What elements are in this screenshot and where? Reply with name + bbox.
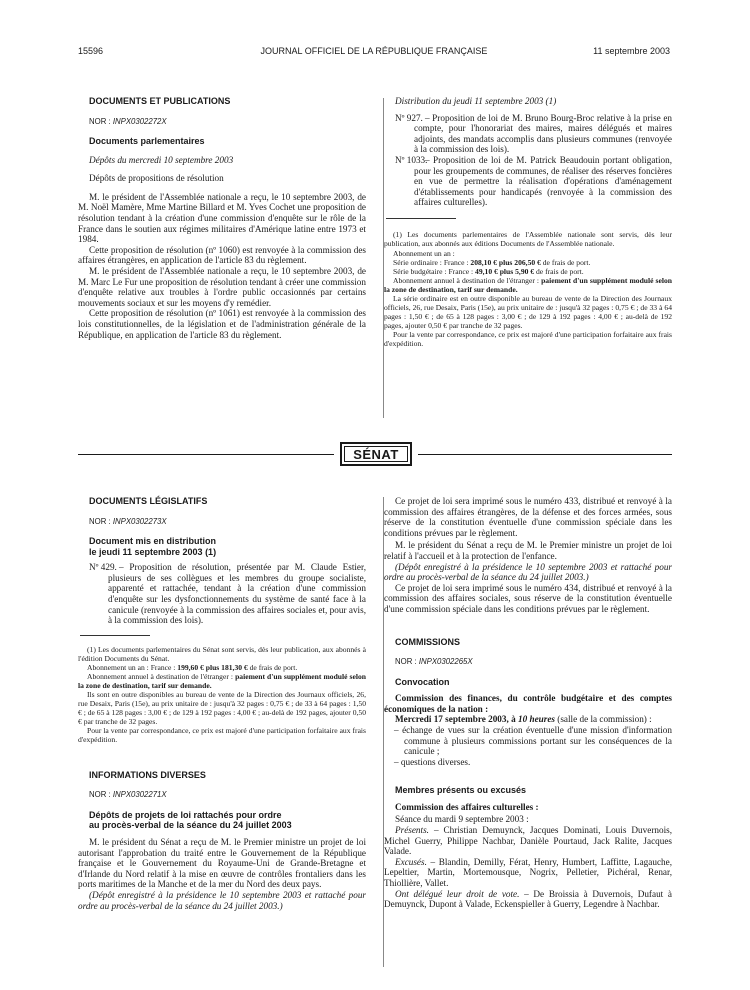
paragraph: Cette proposition de résolution (nº 1061) est renvoyée à la commission des lois constitutionnelles, de la législation et de l'administration générale de la République, en application de l'article 83 du règlement. xyxy=(78,308,366,340)
issue-date: 11 septembre 2003 xyxy=(593,46,670,56)
distribution-heading: Distribution du jeudi 11 septembre 2003 (1) xyxy=(395,96,557,106)
section-title-commissions: COMMISSIONS xyxy=(395,636,461,647)
page-number: 15596 xyxy=(78,46,104,56)
agenda-item: – échange de vues sur la création éventuelle d'une mission d'information commune à plusieurs commissions portant sur les conséquences de la canicule ; xyxy=(394,725,672,757)
subtitle-line: Dépôts de projets de loi rattachés pour ordre xyxy=(89,809,282,820)
paragraph: M. le président du Sénat a reçu de M. le Premier ministre un projet de loi relatif à l'accueil et à la protection de l'enfance. xyxy=(384,540,672,561)
document-item: Nº 927. – Proposition de loi de M. Bruno Bourg-Broc relative à la prise en compte, pour l'honorariat des maires, maires délégués et maires adjoints, des mandats accomplis dans plusieurs communes (renvoyée à la commission des lois). xyxy=(395,112,672,155)
an-left-column xyxy=(78,96,366,340)
senat-left-column xyxy=(78,496,366,911)
members-heading: Membres présents ou excusés xyxy=(395,785,527,796)
footnote-rule xyxy=(80,635,150,636)
commission-name: Commission des finances, du contrôle budgétaire et des comptes économiques de la nation : xyxy=(384,693,672,714)
footnote-rule xyxy=(386,218,456,219)
agenda-item: – questions diverses. xyxy=(394,756,471,767)
section-title-informations-diverses: INFORMATIONS DIVERSES xyxy=(89,769,206,780)
paragraph: Cette proposition de résolution (nº 1060) est renvoyée à la commission des affaires étrangères, en application de l'article 83 du règlement. xyxy=(78,244,366,266)
running-header xyxy=(78,46,670,60)
subtitle-documents-parlementaires: Documents parlementaires xyxy=(89,136,205,147)
excused-list: Excusés. – Blandin, Demilly, Férat, Henry, Humbert, Laffitte, Lagauche, Lepeltier, Martin, Mortemousque, Nogrix, Pelletier, Pichéral, Renar, Thiollière, Vallet. xyxy=(384,856,672,889)
journal-title: JOURNAL OFFICIEL DE LA RÉPUBLIQUE FRANÇAISE xyxy=(260,46,488,56)
subtitle-line: Document mis en distribution xyxy=(89,536,217,547)
banner-rule-right xyxy=(418,454,672,455)
banner-rule-left xyxy=(78,454,334,455)
an-right-column xyxy=(384,96,672,348)
paragraph: (Dépôt enregistré à la présidence le 10 septembre 2003 et rattaché pour ordre au procès-verbal de la séance du 24 juillet 2003.) xyxy=(384,561,672,583)
paragraph: M. le président de l'Assemblée nationale a reçu, le 10 septembre 2003, de M. Marc Le Fur une proposition de résolution tendant à créer une commission d'enquête relative aux troubles à l'ordre public occasionnés par certains mouvements sociaux et sur les moyens d'y remédier. xyxy=(78,266,366,308)
senat-right-column xyxy=(384,496,672,910)
subtitle-line: au procès-verbal de la séance du 24 juillet 2003 xyxy=(89,820,292,831)
nor-reference: NOR : INPX0302272X xyxy=(89,116,167,126)
section-title-documents-publications: DOCUMENTS ET PUBLICATIONS xyxy=(89,96,231,106)
footnote: (1) Les documents parlementaires de l'Assemblée nationale sont servis, dès leur publication, aux abonnés aux éditions Documents de l'Assemblée nationale. Abonnement un an : Série ordinaire : France : 208,10 € plus 206,50 € de frais de port. Série budgétaire : France : 49,10 € plus 5,90 € de frais de port. Abonnement annuel à destination de l'étranger : paiement d'un supplément modulé selon la zone de destination, tarif sur demande. La série ordinaire est en outre disponible au bureau de vente de la Direction des Journaux officiels, 26, rue Desaix, Paris (15e), au prix unitaire de : jusqu'à 32 pages : 0,75 € ; de 33 à 64 pages : 1,50 € ; de 65 à 128 pages : 3,00 € ; de 129 à 192 pages : 4,00 € ; au-delà de 192 pages, ajouter 0,50 € par tranche de 32 pages. Pour la vente par correspondance, ce prix est majoré d'une participation forfaitaire aux frais d'expédition. xyxy=(384,229,672,348)
paragraph: Ce projet de loi sera imprimé sous le numéro 434, distribué et renvoyé à la commission des affaires sociales, sous réserve de la constitution éventuelle d'une commission spéciale dans les conditions prévues par le règlement. xyxy=(384,582,672,614)
deposit-kind: Dépôts de propositions de résolution xyxy=(89,173,224,184)
convocation-heading: Convocation xyxy=(395,676,450,687)
present-list: Présents. – Christian Demuynck, Jacques Dominati, Louis Duvernois, Michel Guerry, Philippe Nachbar, Danièle Pourtaud, Jack Ralite, Jacques Valade. xyxy=(384,825,672,857)
session-line: Séance du mardi 9 septembre 2003 : xyxy=(395,814,529,825)
nor-reference: NOR : INPX0302265X xyxy=(395,657,473,667)
meeting-line: Mercredi 17 septembre 2003, à 10 heures (salle de la commission) : xyxy=(395,714,652,725)
commission-name: Commission des affaires culturelles : xyxy=(395,801,539,812)
delegated-list: Ont délégué leur droit de vote. – De Broissia à Duvernois, Dufaut à Demuynck, Dupont à Valade, Eckenspieller à Guerry, Legendre à Nachbar. xyxy=(384,888,672,910)
document-item: Nº 1033. – Proposition de loi de M. Patrick Beaudouin portant obligation, pour les groupements de communes, de réaliser des réserves foncières en vue de permettre la réalisation d'opérations d'aménagement d'établissements pour handicapés (renvoyée à la commission des affaires culturelles). xyxy=(395,154,672,208)
senat-banner-label: SÉNAT xyxy=(344,446,408,462)
subtitle-line: le jeudi 11 septembre 2003 (1) xyxy=(89,546,217,557)
paragraph: M. le président du Sénat a reçu de M. le Premier ministre un projet de loi autorisant l'approbation du traité entre le Gouvernement de la République française et le Gouvernement du Royaume-Uni de Grande-Bretagne et d'Irlande du Nord relatif à la mise en œuvre de contrôles frontaliers dans les ports maritimes de la Manche et de la mer du Nord des deux pays. xyxy=(78,836,366,890)
paragraph: Ce projet de loi sera imprimé sous le numéro 433, distribué et renvoyé à la commission des affaires étrangères, de la défense et des forces armées, sous réserve de la constitution éventuelle d'une commission spéciale dans les conditions prévues par le règlement. xyxy=(384,496,672,538)
section-title-documents-legislatifs: DOCUMENTS LÉGISLATIFS xyxy=(89,496,208,506)
nor-reference: NOR : INPX0302271X xyxy=(89,790,167,800)
senat-banner xyxy=(340,442,412,466)
deposit-date: Dépôts du mercredi 10 septembre 2003 xyxy=(89,154,234,165)
nor-reference: NOR : INPX0302273X xyxy=(89,516,167,526)
footnote: (1) Les documents parlementaires du Sénat sont servis, dès leur publication, aux abonnés à l'édition Documents du Sénat. Abonnement un an : France : 199,60 € plus 181,30 € de frais de port. Abonnement annuel à destination de l'étranger : paiement d'un supplément modulé selon la zone de destination, tarif sur demande. Ils sont en outre disponibles au bureau de vente de la Direction des Journaux officiels, 26, rue Desaix, Paris (15e), au prix unitaire de : jusqu'à 32 pages : 0,75 € ; de 33 à 64 pages : 1,50 € ; de 65 à 128 pages : 3,00 € ; de 129 à 192 pages : 4,00 € ; au-delà de 192 pages, ajouter 0,50 € par tranche de 32 pages. Pour la vente par correspondance, ce prix est majoré d'une participation forfaitaire aux frais d'expédition. xyxy=(78,644,366,744)
paragraph: M. le président de l'Assemblée nationale a reçu, le 10 septembre 2003, de M. Noël Mamère, Mme Martine Billard et M. Yves Cochet une proposition de résolution tendant à la création d'une commission d'enquête sur le rôle de la France dans le soutien aux régimes militaires d'Amérique latine entre 1973 et 1984. xyxy=(78,191,366,245)
paragraph: (Dépôt enregistré à la présidence le 10 septembre 2003 et rattaché pour ordre au procès-verbal de la séance du 24 juillet 2003.) xyxy=(78,889,366,911)
document-item: Nº 429. – Proposition de résolution, présentée par M. Claude Estier, plusieurs de ses collègues et les membres du groupe socialiste, apparenté et rattachée, tendant à la création d'une commission d'enquête sur les dysfonctionnements du système de santé face à la canicule (renvoyée à la commission des affaires sociales et, pour avis, à la commission des lois). xyxy=(89,562,366,626)
